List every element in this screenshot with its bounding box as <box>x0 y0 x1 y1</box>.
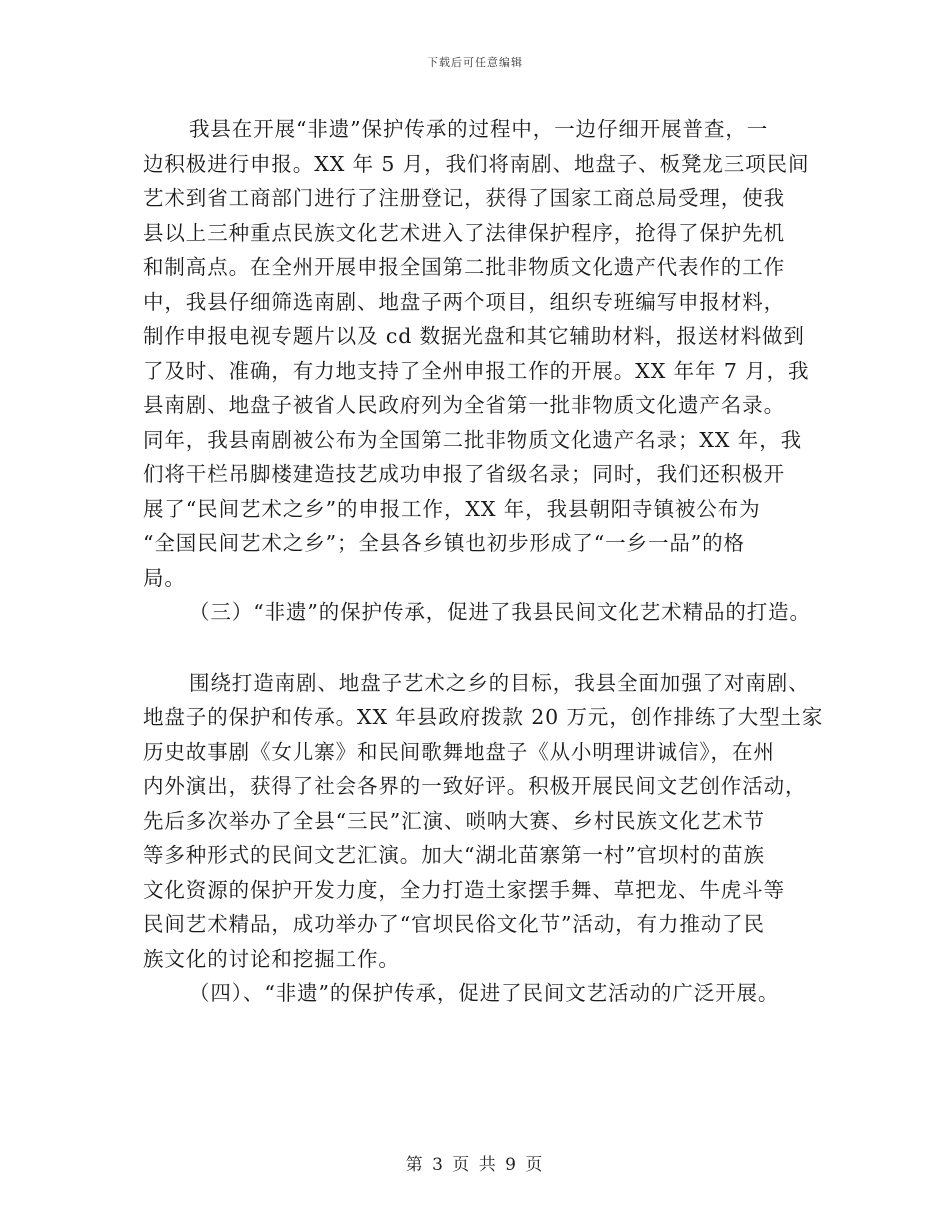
text-line: 局。 <box>143 565 186 590</box>
text-line: 族文化的讨论和挖掘工作。 <box>143 946 400 971</box>
page-number: 第 3 页 共 9 页 <box>405 1155 545 1175</box>
paragraph <box>143 666 843 977</box>
text-line: 县以上三种重点民族文化艺术进入了法律保护程序，抢得了保护先机 <box>143 220 785 245</box>
text-line: 历史故事剧《女儿寨》和民间歌舞地盘子《从小明理讲诚信》，在州 <box>143 739 775 764</box>
paragraph <box>143 112 843 595</box>
text-line: 民间艺术精品，成功举办了“官坝民俗文化节”活动，有力推动了民 <box>143 912 765 936</box>
text-line: 先后多次举办了全县“三民”汇演、唢呐大赛、乡村民族文化艺术节 <box>143 808 765 833</box>
text-line: “全国民间艺术之乡”；全县各乡镇也初步形成了“一乡一品”的格 <box>143 531 745 555</box>
text-line: 文化资源的保护开发力度，全力打造土家摆手舞、草把龙、牛虎斗等 <box>143 877 785 902</box>
text-line: 地盘子的保护和传承。XX 年县政府拨款 20 万元，创作排练了大型土家 <box>143 705 824 729</box>
document-body <box>143 112 843 1011</box>
text-line: 内外演出，获得了社会各界的一致好评。积极开展民间文艺创作活动， <box>143 774 807 798</box>
text-line: 制作申报电视专题片以及 cd 数据光盘和其它辅助材料，报送材料做到 <box>143 324 805 348</box>
text-line: 县南剧、地盘子被省人民政府列为全省第一批非物质文化遗产名录。 <box>143 393 785 417</box>
text-line: 和制高点。在全州开展申报全国第二批非物质文化遗产代表作的工作 <box>143 255 785 279</box>
paragraph-spacer <box>143 630 843 666</box>
text-line: 艺术到省工商部门进行了注册登记，获得了国家工商总局受理，使我 <box>143 186 785 210</box>
text-line: 们将干栏吊脚楼建造技艺成功申报了省级名录；同时，我们还积极开 <box>143 462 785 486</box>
text-line: 我县在开展“非遗”保护传承的过程中，一边仔细开展普查，一 <box>189 117 769 141</box>
text-line: 边积极进行申报。XX 年 5 月，我们将南剧、地盘子、板凳龙三项民间 <box>143 151 810 176</box>
text-line: 展了“民间艺术之乡”的申报工作，XX 年，我县朝阳寺镇被公布为 <box>143 496 761 521</box>
page-header-note: 下载后可任意编辑 <box>427 56 523 69</box>
text-line: 中，我县仔细筛选南剧、地盘子两个项目，组织专班编写申报材料， <box>143 289 785 314</box>
text-line: 了及时、准确，有力地支持了全州申报工作的开展。XX 年年 7 月，我 <box>143 358 810 383</box>
section-heading: （四）、“非遗”的保护传承，促进了民间文艺活动的广泛开展。 <box>189 981 780 1005</box>
text-line: 同年，我县南剧被公布为全国第二批非物质文化遗产名录；XX 年，我 <box>143 427 803 452</box>
text-line: 围绕打造南剧、地盘子艺术之乡的目标，我县全面加强了对南剧、 <box>189 670 810 695</box>
text-line: 等多种形式的民间文艺汇演。加大“湖北苗寨第一村”官坝村的苗族 <box>143 843 765 867</box>
section-heading: （三）“非遗”的保护传承，促进了我县民间文化艺术精品的打造。 <box>189 600 811 624</box>
